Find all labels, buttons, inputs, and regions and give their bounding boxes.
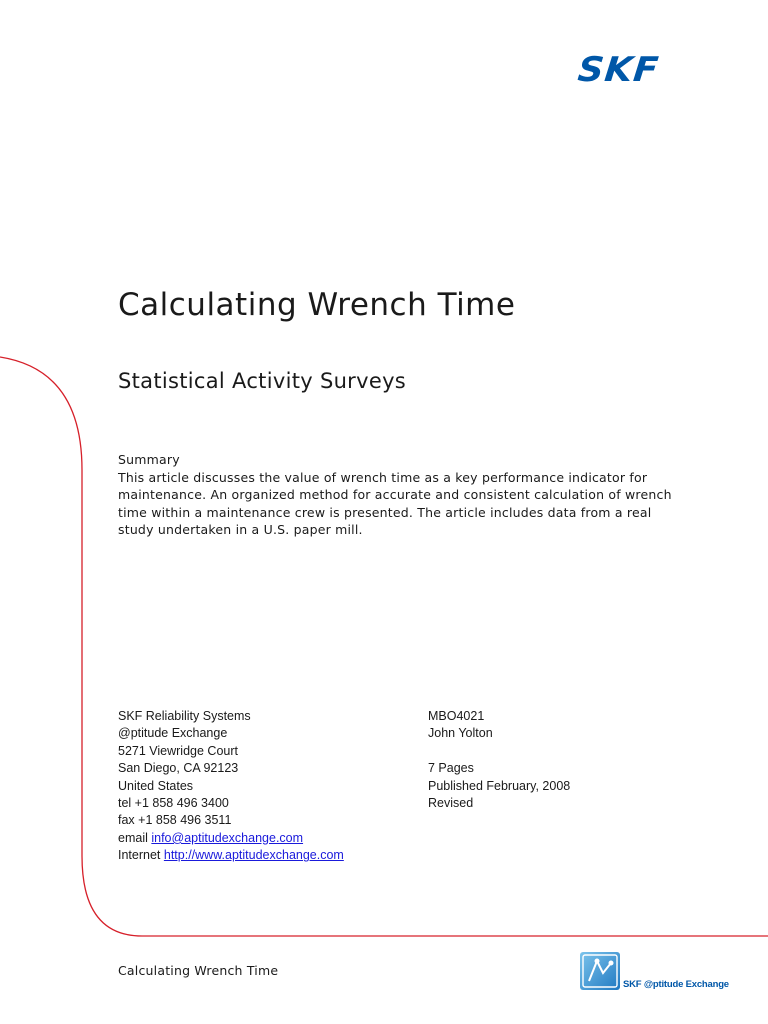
internet-label: Internet: [118, 848, 161, 863]
contact-block: [118, 708, 344, 865]
summary-heading: Summary: [118, 452, 180, 467]
email-line: [118, 830, 344, 847]
document-code: MBO4021: [428, 709, 485, 723]
skf-logo: SKF: [575, 50, 662, 90]
country: United States: [118, 778, 194, 793]
footer-logo-text: SKF @ptitude Exchange: [623, 979, 729, 990]
footer-title: Calculating Wrench Time: [118, 963, 279, 978]
summary-section: [118, 451, 678, 539]
email-label: email: [118, 830, 148, 845]
division-name: @ptitude Exchange: [118, 726, 228, 741]
frame-curve: [0, 357, 768, 936]
document-title: Calculating Wrench Time: [118, 287, 516, 323]
company-name: SKF Reliability Systems: [118, 709, 251, 723]
page-count: 7 Pages: [428, 761, 474, 776]
author-name: John Yolton: [428, 726, 493, 741]
email-link[interactable]: info@aptitudexchange.com: [151, 830, 304, 845]
city-state-zip: San Diego, CA 92123: [118, 761, 239, 776]
spacer: [428, 743, 570, 760]
publish-date: Published February, 2008: [428, 778, 571, 793]
street-address: 5271 Viewridge Court: [118, 743, 238, 758]
phone-number: tel +1 858 496 3400: [118, 796, 229, 811]
internet-line: [118, 847, 344, 864]
document-info: [428, 708, 570, 812]
aptitude-exchange-logo-icon: [580, 952, 620, 990]
website-link[interactable]: http://www.aptitudexchange.com: [163, 848, 344, 863]
revision-status: Revised: [428, 796, 474, 811]
fax-number: fax +1 858 496 3511: [118, 813, 232, 828]
document-subtitle: Statistical Activity Surveys: [118, 369, 407, 393]
summary-text: This article discusses the value of wrench time as a key performance indicator for maintenance. An organized method for accurate and consistent calculation of wrench time within a maintenance crew is presented. The article includes data from a real study undertaken in a U.S. paper mill.: [118, 469, 672, 538]
